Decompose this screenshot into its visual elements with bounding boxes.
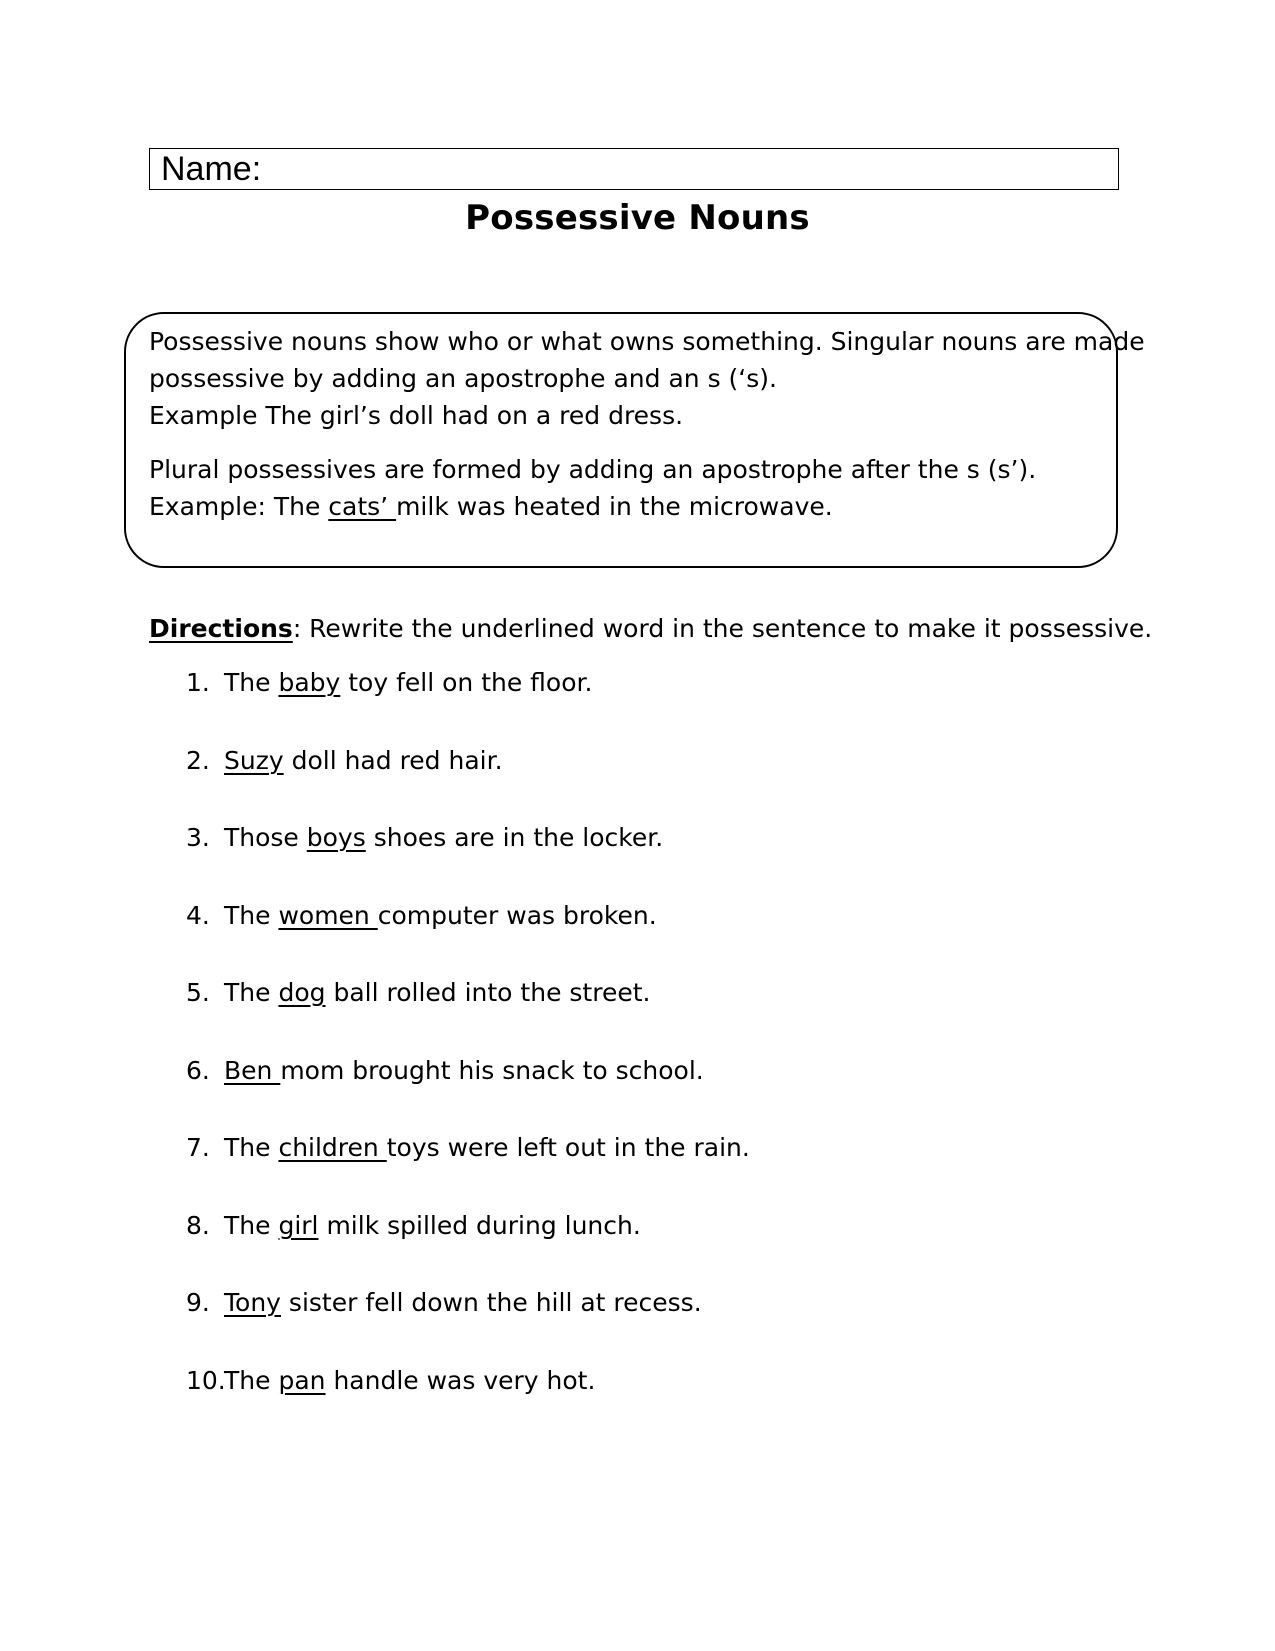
question-number: 3. — [186, 823, 210, 852]
question-text-after: toys were left out in the rain. — [386, 1133, 750, 1162]
question-underlined-word: Ben — [224, 1056, 281, 1085]
info-line-5 — [149, 489, 833, 525]
question-number: 5. — [186, 978, 210, 1007]
info-line-5-underlined: cats’ — [328, 492, 397, 521]
question-number: 9. — [186, 1288, 210, 1317]
info-line-2: possessive by adding an apostrophe and an s (‘s). — [149, 364, 777, 393]
name-label: Name: — [161, 150, 262, 188]
question-item — [186, 1285, 702, 1321]
question-item — [186, 1053, 704, 1089]
question-text-after: computer was broken. — [377, 901, 657, 930]
info-line-4: Plural possessives are formed by adding an apostrophe after the s (s’). — [149, 455, 1037, 484]
question-underlined-word: children — [278, 1133, 387, 1162]
info-line-1: Possessive nouns show who or what owns something. Singular nouns are made — [149, 327, 1145, 356]
question-text-after: doll had red hair. — [283, 746, 503, 775]
question-text-after: sister fell down the hill at recess. — [280, 1288, 702, 1317]
question-text-after: ball rolled into the street. — [325, 978, 651, 1007]
question-text-before: Those — [224, 823, 307, 852]
directions-text: : Rewrite the underlined word in the sentence to make it possessive. — [292, 614, 1153, 643]
question-item — [186, 665, 592, 701]
question-underlined-word: Suzy — [224, 746, 284, 775]
question-number: 4. — [186, 901, 210, 930]
question-number: 2. — [186, 746, 210, 775]
directions — [149, 611, 1152, 647]
question-number: 1. — [186, 668, 210, 697]
question-text-before: The — [224, 1133, 279, 1162]
question-underlined-word: boys — [306, 823, 366, 852]
directions-label: Directions — [149, 614, 293, 643]
question-item — [186, 1363, 595, 1399]
question-text-after: toy fell on the floor. — [340, 668, 593, 697]
question-text-after: handle was very hot. — [325, 1366, 596, 1395]
question-text-before: The — [224, 978, 279, 1007]
question-text-after: milk spilled during lunch. — [318, 1211, 641, 1240]
info-line-3: Example The girl’s doll had on a red dress. — [149, 401, 684, 430]
name-field[interactable] — [149, 148, 1119, 190]
question-underlined-word: women — [278, 901, 378, 930]
question-item — [186, 1208, 641, 1244]
question-underlined-word: Tony — [224, 1288, 281, 1317]
question-underlined-word: girl — [278, 1211, 319, 1240]
question-text-before: The — [224, 668, 279, 697]
info-line-5-before: Example: The — [149, 492, 329, 521]
question-number: 7. — [186, 1133, 210, 1162]
question-text-before: The — [224, 901, 279, 930]
question-item — [186, 743, 503, 779]
question-item — [186, 820, 663, 856]
question-underlined-word: dog — [278, 978, 326, 1007]
page-title: Possessive Nouns — [465, 198, 810, 238]
question-number: 10. — [186, 1366, 226, 1395]
question-text-before: The — [224, 1211, 279, 1240]
question-number: 8. — [186, 1211, 210, 1240]
question-text-after: mom brought his snack to school. — [280, 1056, 704, 1085]
question-item — [186, 1130, 750, 1166]
question-underlined-word: pan — [278, 1366, 326, 1395]
question-text-after: shoes are in the locker. — [365, 823, 664, 852]
info-line-5-after: milk was heated in the microwave. — [396, 492, 833, 521]
question-item — [186, 898, 657, 934]
question-text-before: The — [224, 1366, 279, 1395]
question-number: 6. — [186, 1056, 210, 1085]
question-underlined-word: baby — [278, 668, 341, 697]
question-item — [186, 975, 650, 1011]
